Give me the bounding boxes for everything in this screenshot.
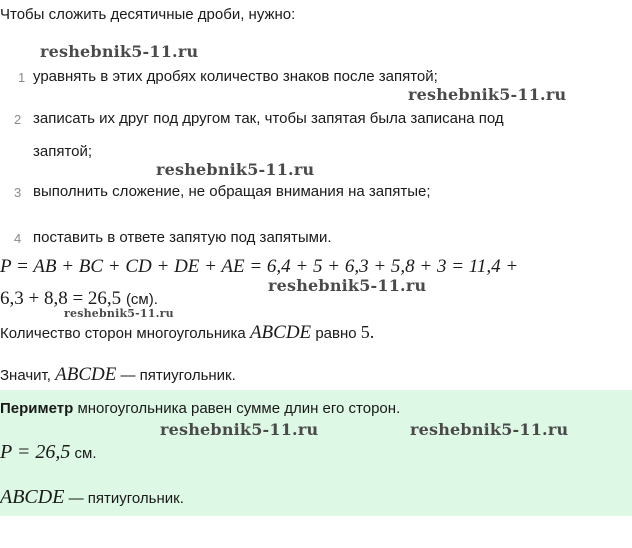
polygon-name: ABCDE xyxy=(0,486,65,508)
formula-unit: (см). xyxy=(125,291,158,308)
intro-text: Чтобы сложить десятичные дроби, нужно: xyxy=(0,6,296,23)
sides-sentence xyxy=(0,322,374,344)
sides-sentence-text: Количество сторон многоугольника xyxy=(0,325,246,342)
step-number: 4 xyxy=(14,231,22,246)
step-text: поставить в ответе запятую под запятыми. xyxy=(33,229,332,246)
watermark: reshebnik5-11.ru xyxy=(156,160,315,179)
conclusion-text: — пятиугольник. xyxy=(120,367,236,384)
step-number: 3 xyxy=(14,185,22,200)
definition-text: многоугольника равен сумме длин его сторон. xyxy=(77,400,401,417)
watermark: reshebnik5-11.ru xyxy=(408,85,567,104)
final-conclusion xyxy=(0,486,184,509)
perimeter-formula-line1: P = AB + BC + CD + DE + AE = 6,4 + 5 + 6,3 + 5,8 + 3 = 11,4 + xyxy=(0,256,519,277)
polygon-name: ABCDE xyxy=(249,322,312,343)
step-text: выполнить сложение, не обращая внимания на запятые; xyxy=(33,183,431,200)
perimeter-result xyxy=(0,441,97,464)
definition-term: Периметр xyxy=(0,400,74,417)
watermark: reshebnik5-11.ru xyxy=(160,420,319,439)
watermark: reshebnik5-11.ru xyxy=(410,420,569,439)
step-text: уравнять в этих дробях количество знаков после запятой; xyxy=(33,68,438,85)
step-number: 2 xyxy=(14,112,22,127)
step-number: 1 xyxy=(18,70,26,85)
perimeter-formula-sum: 6,3 + 8,8 = 26,5 xyxy=(0,288,122,309)
conclusion-sentence xyxy=(0,364,236,386)
step-text-continued: запятой; xyxy=(33,143,93,160)
step-text: записать их друг под другом так, чтобы запятая была записана под xyxy=(33,110,504,127)
final-conclusion-text: — пятиугольник. xyxy=(68,490,184,507)
definition-sentence xyxy=(0,400,400,417)
perimeter-unit: см. xyxy=(74,445,97,462)
watermark: reshebnik5-11.ru xyxy=(268,276,427,295)
polygon-name: ABCDE xyxy=(55,364,117,385)
sides-sentence-text: равно xyxy=(315,325,357,342)
perimeter-value: P = 26,5 xyxy=(0,441,71,463)
watermark: reshebnik5-11.ru xyxy=(40,42,199,61)
sides-count: 5. xyxy=(360,322,375,342)
conclusion-text: Значит, xyxy=(0,367,51,384)
watermark: reshebnik5-11.ru xyxy=(64,307,174,320)
